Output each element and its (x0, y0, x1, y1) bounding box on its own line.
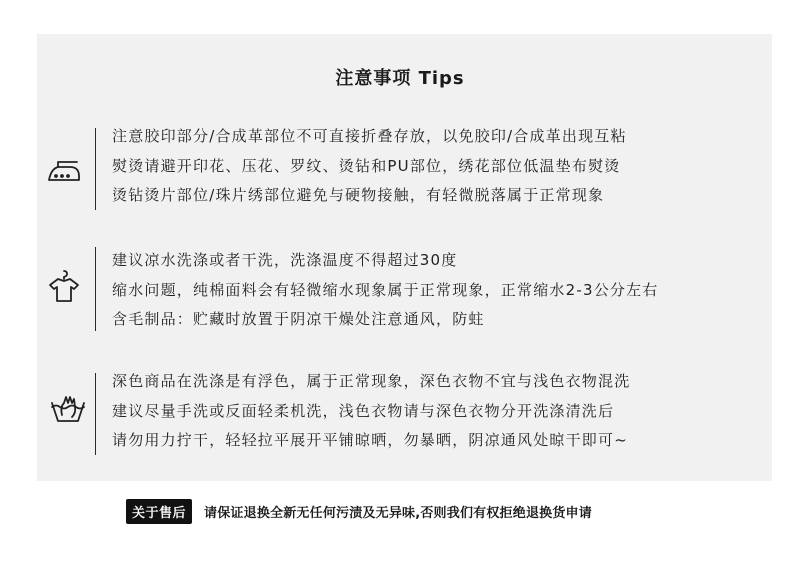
tip-line: 注意胶印部分/合成革部位不可直接折叠存放，以免胶印/合成革出现互粘 (112, 127, 627, 145)
tip-line: 烫钻烫片部位/珠片绣部位避免与硬物接触，有轻微脱落属于正常现象 (112, 186, 605, 204)
tip-line: 深色商品在洗涤是有浮色，属于正常现象，深色衣物不宜与浅色衣物混洗 (112, 372, 631, 390)
after-sales-row (126, 499, 592, 524)
tip-line: 缩水问题，纯棉面料会有轻微缩水现象属于正常现象，正常缩水2-3公分左右 (112, 280, 659, 299)
section-divider (95, 373, 96, 455)
after-sales-badge: 关于售后 (126, 499, 192, 524)
page-title: 注意事项 Tips (335, 68, 465, 89)
tip-line: 请勿用力拧干，轻轻拉平展开平铺晾晒，勿暴晒，阴凉通风处晾干即可~ (112, 431, 628, 449)
tip-line: 建议凉水洗涤或者干洗，洗涤温度不得超过30度 (112, 251, 458, 269)
section-text (112, 246, 659, 335)
section-divider (95, 247, 96, 331)
tip-line: 熨烫请避开印花、压花、罗纹、烫钻和PU部位，绣花部位低温垫布熨烫 (112, 156, 621, 175)
iron-icon (44, 150, 84, 190)
section-divider (95, 128, 96, 210)
after-sales-note: 请保证退换全新无任何污渍及无异味,否则我们有权拒绝退换货申请 (204, 506, 592, 521)
hand-wash-icon (48, 389, 88, 429)
tip-line: 含毛制品：贮藏时放置于阴凉干燥处注意通风，防蛀 (112, 310, 485, 328)
tip-line: 建议尽量手洗或反面轻柔机洗，浅色衣物请与深色衣物分开洗涤清洗后 (112, 401, 615, 420)
hanging-shirt-icon (44, 267, 84, 307)
section-text (112, 367, 630, 456)
section-text (112, 122, 627, 211)
